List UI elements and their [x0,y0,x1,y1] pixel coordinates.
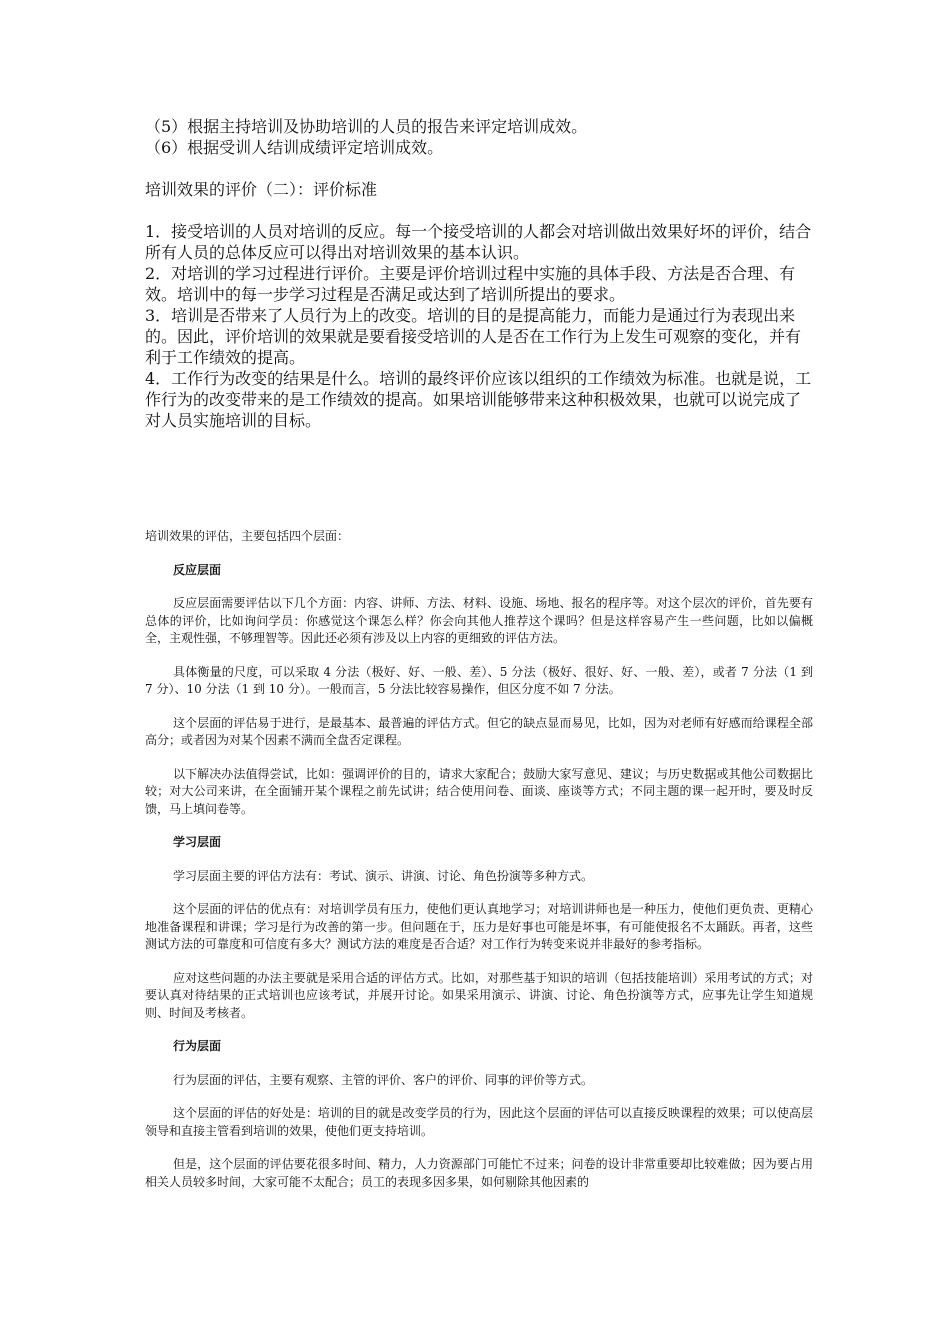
learning-paragraph-3: 应对这些问题的办法主要就是采用合适的评估方式。比如，对那些基于知识的培训（包括技能培训）采用考试的方式；对要认真对待结果的正式培训也应该考试，并展开讨论。如果采用演示、讲演、讨论、角色扮演等方式，应事先让学生知道规则、时间及考核者。 [145,970,813,1020]
reaction-paragraph-2: 具体衡量的尺度，可以采取 4 分法（极好、好、一般、差）、5 分法（极好、很好、好、一般、差），或者 7 分法（1 到 7 分）、10 分法（1 到 10 分）。一般而言，5 分法比较容易操作，但区分度不如 7 分法。 [145,664,813,696]
learning-level-heading: 学习层面 [173,835,222,849]
behavior-level-heading: 行为层面 [173,1039,222,1053]
criterion-3: 3．培训是否带来了人员行为上的改变。培训的目的是提高能力，而能力是通过行为表现出来的。因此，评价培训的效果就是要看接受培训的人是否在工作行为上发生可观察的变化，并有利于工作绩效的提高。 [145,306,802,367]
levels-intro: 培训效果的评估，主要包括四个层面： [145,529,350,543]
learning-paragraph-1: 学习层面主要的评估方法有：考试、演示、讲演、讨论、角色扮演等多种方式。 [173,868,594,883]
spacer [145,158,815,179]
section-title: 培训效果的评价（二）：评价标准 [145,180,378,199]
reaction-paragraph-3: 这个层面的评估易于进行，是最基本、最普遍的评估方式。但它的缺点显而易见，比如，因为对老师有好感而给课程全部高分；或者因为对某个因素不满而全盘否定课程。 [145,715,813,747]
reaction-paragraph-4: 以下解决办法值得尝试，比如：强调评价的目的，请求大家配合；鼓励大家写意见、建议；与历史数据或其他公司数据比较；对大公司来讲，在全面铺开某个课程之前先试讲；结合使用问卷、面谈、座谈等方式；不同主题的课一起开时，要及时反馈，马上填问卷等。 [145,766,813,816]
method-item-5: （5）根据主持培训及协助培训的人员的报告来评定培训成效。 [145,117,588,136]
criterion-1: 1．接受培训的人员对培训的反应。每一个接受培训的人都会对培训做出效果好坏的评价，结合所有人员的总体反应可以得出对培训效果的基本认识。 [145,222,812,262]
criterion-2: 2．对培训的学习过程进行评价。主要是评价培训过程中实施的具体手段、方法是否合理、有效。培训中的每一步学习过程是否满足或达到了培训所提出的要求。 [145,264,796,304]
behavior-paragraph-3: 但是，这个层面的评估要花很多时间、精力，人力资源部门可能忙不过来；问卷的设计非常重要却比较难做；因为要占用相关人员较多时间，大家可能不太配合；员工的表现多因多果，如何剔除其他因素的 [145,1157,813,1189]
reaction-paragraph-1: 反应层面需要评估以下几个方面：内容、讲师、方法、材料、设施、场地、报名的程序等。对这个层次的评价，首先要有总体的评价，比如询问学员：你感觉这个课怎么样？你会向其他人推荐这个课吗？但是这样容易产生一些问题，比如以偏概全，主观性强，不够理智等。因此还必须有涉及以上内容的更细致的评估方法。 [145,596,813,645]
behavior-paragraph-1: 行为层面的评估，主要有观察、主管的评价、客户的评价、同事的评价等方式。 [173,1072,594,1087]
assessment-levels-section [145,528,813,1207]
learning-paragraph-2: 这个层面的评估的优点有：对培训学员有压力，使他们更认真地学习；对培训讲师也是一种压力，使他们更负责、更精心地准备课程和讲课；学习是行为改善的第一步。但问题在于，压力是好事也可能是坏事，有可能使报名不太踊跃。再者，这些测试方法的可靠度和可信度有多大？测试方法的难度是否合适？对工作行为转变来说并非最好的参考指标。 [145,902,813,951]
behavior-paragraph-2: 这个层面的评估的好处是：培训的目的就是改变学员的行为，因此这个层面的评估可以直接反映课程的效果；可以使高层领导和直接主管看到培训的效果，使他们更支持培训。 [145,1106,813,1138]
evaluation-criteria-section [145,116,815,431]
method-item-6: （6）根据受训人结训成绩评定培训成效。 [145,138,444,157]
reaction-level-heading: 反应层面 [173,562,222,577]
spacer [145,200,815,221]
criterion-4: 4．工作行为改变的结果是什么。培训的最终评价应该以组织的工作绩效为标准。也就是说，工作行为的改变带来的是工作绩效的提高。如果培训能够带来这种积极效果，也就可以说完成了对人员实施培训的目标。 [145,369,812,430]
